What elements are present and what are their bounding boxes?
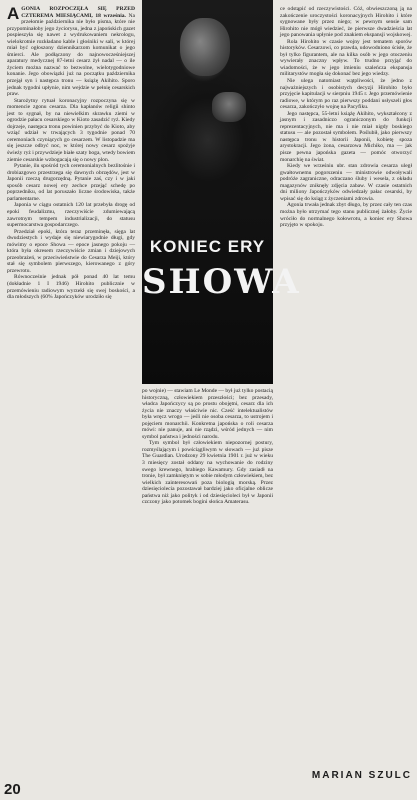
article-column-left (7, 6, 135, 780)
paragraph-text: Agonia trwała jednak zbyt długo, by przez cały ten czas można było utrzymać tego stanu publicznej żałoby. Życie wróciło do normalnego kołowrotu, a koniec ery Showa przyjęto w spokoju. (280, 202, 412, 229)
paragraph-text: po wojnie) — stawiam Le Monde — był już tylko postacią historyczną, człowiekiem przeszłości; bez przesady, władca Japończycy są po prostu obojętni, cesarz dla ich życia nie znaczy właściwie nic. Cześć intelektualistów była wręcz wrogo — jeśli nie osoba cesarza, to ustrojem i pojęciem monarchii. Konkretna japońska o roli cesarza mówi: nie panuje, ani nie rządzi, wśród jednych — nim symbol państwa i jedności narodu. (142, 388, 273, 440)
paragraph-text: Tym symbol był człowiekiem niepozornej postury, rozmyślającym i powściągliwym w słowach — już pisze The Guardian. Urodzony 29 kwietnia 1901 r. już w wieku 3 miesięcy został oddany na wychowanie do rodziny swego krewnego, hrabiego Kawamury. Gdy zasiadł na tronie, był zamkniętym w sobie młodym człowiekiem, bez wielkich zainteresowań poza biologią morską. Przez dziesięciolecia pozostawał bardziej jako oficjalne oblicze państwa niż jako polityk i od dziesięcioleci był w Japonii czczony jako potomek bogini słońca Amaterasu. (142, 440, 273, 506)
headline-line2: SHOWA (142, 262, 301, 302)
paragraph-text: Pytanie, ilu spośród tych ceremonialnych bezlitośnie i drobiazgowo przestrzega się dawnych obrzędów, jest w Japonii rzeczą drugorzędną. Pytanie zaś, czy i w jaki sposób cesarz nowej ery zechce przejąć schedę po poprzedniku, od lat poruszało liczne środowiska, także parlamentarne. (7, 163, 135, 202)
paragraph-text: Rola Hirohito w czasie wojny jest tematem sporów historyków. Cesarzowi, co prawda, udowodniono ścisłe, że był tylko figurantem, ale na kilka osób w jego otoczeniu wywierały znaczny wpływ. To trudno przyjąć do wiadomości, że w jego imieniu szaleńcza ekspansja militarystów mogła się dokonać bez jego wiedzy. (280, 38, 412, 78)
paragraph-text: Na przełomie października nie było pisma, które nie przypominałoby jego życiorysu, jedna z japońskich gazet pospieszyła się nawet z wydrukowaniem nekrologu, wielokrotnie rozkładano kable i głośniki w sali, w której miał być ogłoszony dziennikarzom komunikat o jego śmierci. Ale podłączony do najnowocześniejszej aparatury medycznej 87-letni cesarz żył nadal — o ile życiem można nazwać to bezwolne, wielotygodniowe konanie. Jego obowiązki już na początku października przejął syn i następca tronu — książę Akihito. Sporo jednak tygodni upłynie, nim wejdzie w pełnię cesarskich praw. (7, 12, 135, 98)
photo-face (180, 18, 230, 76)
page-number: 20 (4, 781, 21, 798)
emperor-photo (142, 0, 301, 384)
article-column-right (280, 6, 412, 766)
author-byline: MARIAN SZULC (311, 770, 412, 781)
headline-line1: KONIEC ERY (149, 237, 266, 256)
article-column-middle (142, 388, 273, 797)
paragraph-text: Przedział epoki, która teraz przeminęła, sięga lat dwudziestych i wydaje się niewiarygodnie długi, gdy mówimy o epoce Showa — epoce jasnego pokoju — która była okresem rzeczywiście zmian i dziejowych przeobrażeń, w przeciwieństwie do Cesarza Meiji, który stał się symbolem pierwszego, kierowanego z góry przewrotu. (7, 228, 135, 274)
paragraph-text: Starożytny rytuał koronacyjny rozpoczyna się w momencie zgonu cesarza. Dla kapłanów religii shinto jest to sygnał, by na niewielkim skrawku ziemi w ogrodzie pałacu cesarskiego w Kioto zasadzić ryż. Kiedy dojrzeje, następca tronu powinien przybyć do Kioto, aby wziąć udział w trwających 3 tygodnie ponad 70 ceremoniach czyniących go cesarzem. W listopadzie ma się jeszcze odbyć noc, w której nowy cesarz spożyje świeży ryż i przywdzieje białe szaty boga, wtedy bowiem ziemie cesarskie wzbogacają się o nowy plon. (7, 97, 135, 163)
paragraph-text: Japonia w ciągu ostatnich 120 lat przebyła drogę od epoki feudalizmu, rzeczywiście zdumiewającą zawrotnym tempem industrializacji, do statusu supermocarstwa gospodarczego. (7, 202, 135, 229)
paragraph-text: Jego następca, 55-letni książę Akihito, wykształcony z jasnym i zasadniczo ograniczonym do funkcji reprezentacyjnych, nie ma i nie miał nigdy boskiego statusu — ale pozostał symbolem. Poślubił, jako pierwszy następca tronu w historii Japonii, kobietę spoza arystokracji. Jego żona, cesarzowa Michiko, ma — jak pisze pewna japońska gazeta — pomóc otworzyć monarchię na świat. (280, 110, 412, 163)
drop-cap: A (7, 4, 20, 23)
lede-paragraph (7, 6, 135, 98)
paragraph-text: Kiedy we wrześniu ubr. stan zdrowia cesarza uległ gwałtownemu pogorszeniu — ministrowie odwoływali podróże zagraniczne, odraczano śluby i wesela, z okładu magazynów zniknęły zdjęcia zabaw. W czasie ostatnich dni miliony Japończyków odwiedzały pałac cesarski, by wpisać się do ksiąg z życzeniami zdrowia. (280, 163, 412, 202)
photo-hand (212, 92, 246, 122)
paragraph-text: Nie ulega natomiast wątpliwości, że jedno z najważniejszych i osobistych decyzji Hirohito było przyjęcie kapitulacji w sierpniu 1945 r. Jego przemówienie radiowe, w którym po raz pierwszy poddani usłyszeli głos cesarza, zakończyło wojnę na Pacyfiku. (280, 78, 412, 111)
paragraph-text: ce odstąpić od rzeczywistości. Cóż, obwieszczoną ją na zakończenie uroczystości koronacyjnych Hirohito i które sygnowane były przez niego; w pewnym sensie sam Hirohito nie mógł wiedzieć, że pierwsze dwadzieścia lat jego panowania upłynie pod znakiem ekspansji wojskowej. (280, 6, 412, 39)
lede-text: GONIA ROZPOCZĘŁA SIĘ PRZED CZTEREMA MIESIĄCAMI, 18 września. (21, 6, 135, 19)
paragraph-text: Równocześnie jednak pół ponad 40 lat temu (dokładnie 1 I 1946) Hirohito publicznie w przemówieniu radiowym wyrzekł się swej boskości, a dla młodszych (60% Japończyków urodziło się (7, 274, 135, 301)
